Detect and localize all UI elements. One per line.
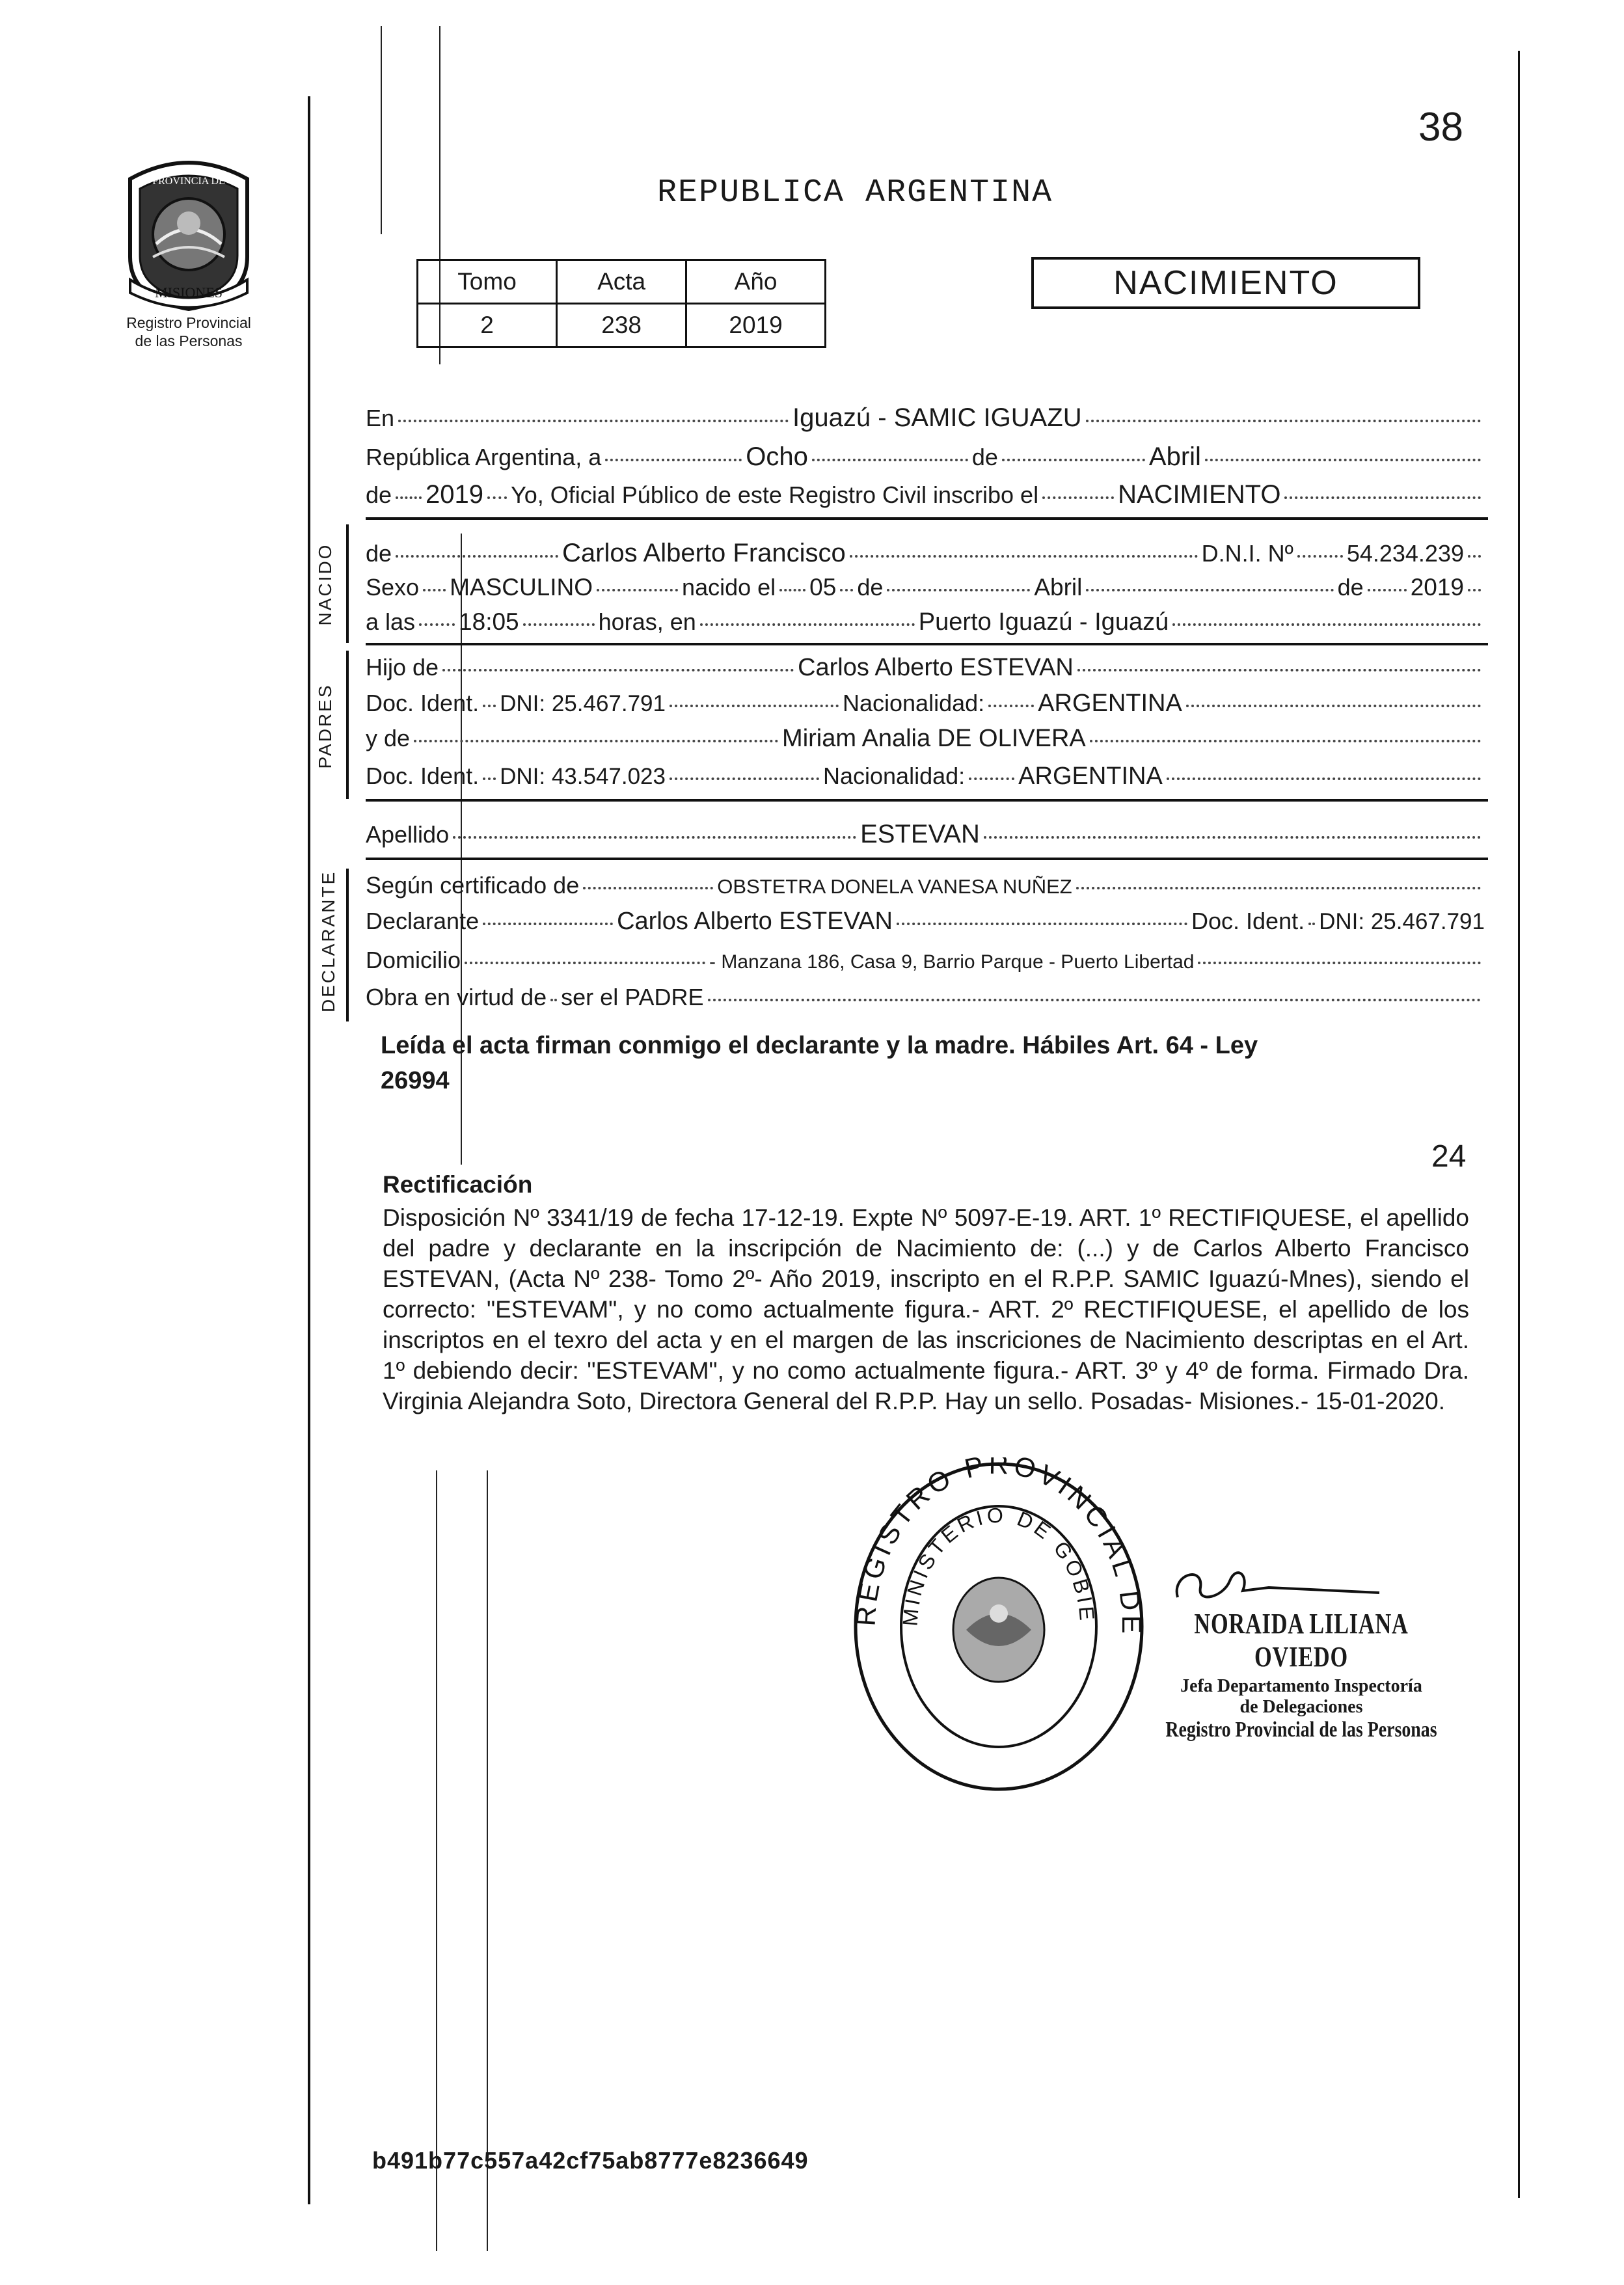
country-title: REPUBLICA ARGENTINA [657, 174, 1053, 211]
nacido-section-label: NACIDO [315, 543, 335, 626]
a-las-label: a las [366, 608, 416, 635]
col-anio-header: Año [686, 260, 826, 304]
apellido-label: Apellido [366, 821, 450, 848]
father-line [366, 654, 1485, 682]
birth-day-value: 05 [809, 574, 837, 601]
scan-artifact-line [381, 26, 382, 234]
certificado-value: OBSTETRA DONELA VANESA NUÑEZ [717, 875, 1072, 898]
republica-label: República Argentina, a [366, 444, 602, 470]
de-label: de [971, 444, 998, 470]
annotation-number: 24 [1431, 1139, 1467, 1174]
official-line [366, 480, 1485, 509]
father-doc-line [366, 690, 1485, 718]
certificate-line [366, 872, 1485, 899]
date-line [366, 442, 1485, 472]
anio-value: 2019 [686, 304, 826, 347]
father-doc-value: DNI: 25.467.791 [500, 691, 666, 716]
document-hash: b491b77c557a42cf75ab8777e8236649 [372, 2147, 809, 2174]
province-seal-logo [117, 153, 260, 312]
left-margin-line [308, 96, 310, 2204]
de-label-3: de [1337, 574, 1364, 601]
father-nationality-value: ARGENTINA [1038, 690, 1182, 717]
acta-value: 238 [557, 304, 686, 347]
declarante-value: Carlos Alberto ESTEVAN [617, 908, 893, 935]
day-value: Ocho [746, 442, 808, 471]
de-label-2: de [366, 481, 392, 508]
signer-title-1: Jefa Departamento Inspectoría [1180, 1676, 1422, 1696]
col-tomo-header: Tomo [418, 260, 557, 304]
section-bar [346, 651, 349, 799]
birth-time-line [366, 608, 1485, 636]
domicilio-value: - Manzana 186, Casa 9, Barrio Parque - Puerto Libertad [709, 951, 1195, 973]
mother-doc-value: DNI: 43.547.023 [500, 764, 666, 789]
inscribe-value: NACIMIENTO [1118, 480, 1281, 509]
declarante-doc-value: DNI: 25.467.791 [1319, 909, 1485, 934]
separator [366, 858, 1488, 860]
birth-hour-value: 18:05 [459, 608, 519, 635]
record-type-box: NACIMIENTO [1031, 257, 1420, 309]
doc-ident-label: Doc. Ident. [366, 690, 480, 716]
sex-date-line [366, 574, 1485, 601]
svg-text:PROVINCIA DE: PROVINCIA DE [152, 176, 225, 187]
scan-artifact-line [436, 1470, 437, 2251]
surname-value: ESTEVAN [860, 820, 980, 848]
y-de-label: y de [366, 725, 411, 751]
official-stamp [846, 1457, 1152, 1796]
signature-stamp [1119, 1607, 1483, 1742]
child-dni-value: 54.234.239 [1346, 540, 1464, 567]
hijo-de-label: Hijo de [366, 654, 439, 681]
section-bar [346, 524, 349, 643]
handwritten-signature [1165, 1562, 1464, 1614]
right-margin-line [1518, 51, 1520, 2198]
registry-name-line1: Registro Provincial [126, 314, 251, 331]
closing-text [381, 1028, 1487, 1098]
stamp-outer-text: REGISTRO PROVINCIAL DE [850, 1457, 1148, 1638]
place-line [366, 403, 1485, 433]
registry-name-line2: de las Personas [135, 332, 243, 349]
mother-line [366, 725, 1485, 753]
en-label: En [366, 405, 395, 431]
nacionalidad-label: Nacionalidad: [843, 690, 985, 716]
reason-line [366, 984, 1485, 1011]
record-table [416, 259, 826, 348]
dni-label: D.N.I. Nº [1201, 540, 1293, 567]
col-acta-header: Acta [557, 260, 686, 304]
separator [366, 643, 1488, 645]
child-name-value: Carlos Alberto Francisco [562, 539, 846, 567]
month-value: Abril [1148, 442, 1201, 471]
page-number: 38 [1418, 105, 1463, 150]
nacionalidad-label-2: Nacionalidad: [823, 763, 966, 789]
child-name-line [366, 539, 1485, 568]
closing-line-1: Leída el acta firman conmigo el declarante y la madre. Hábiles Art. 64 - Ley [381, 1032, 1258, 1059]
father-name-value: Carlos Alberto ESTEVAN [798, 654, 1074, 681]
declarant-line [366, 908, 1485, 936]
sexo-label: Sexo [366, 574, 420, 601]
doc-ident-label-2: Doc. Ident. [366, 763, 480, 789]
mother-name-value: Miriam Analia DE OLIVERA [782, 725, 1086, 752]
mother-nationality-value: ARGENTINA [1018, 763, 1163, 790]
padres-section-label: PADRES [315, 683, 335, 769]
sexo-value: MASCULINO [450, 574, 593, 601]
declarante-label: Declarante [366, 908, 480, 934]
horas-en-label: horas, en [598, 608, 696, 635]
rectification-body: Disposición Nº 3341/19 de fecha 17-12-19. Expte Nº 5097-E-19. ART. 1º RECTIFIQUESE, el apellido del padre y declarante en la inscripción de Nacimiento de: (...) y de Carlos Alberto Francisco ESTEVAN, (Acta Nº 238- Tomo 2º- Año 2019, inscripto en el R.P.P. SAMIC Iguazú-Mnes), siendo el correcto: "ESTEVAM", y no como actualmente figura.- ART. 2º RECTIFIQUESE, el apellido de los inscriptos en el texro del acta y en el margen de las inscriciones de Nacimiento descriptas en el Art. 1º debiendo decir: "ESTEVAM", y no como actualmente figura.- ART. 3º y 4º de forma. Firmado Dra. Virginia Alejandra Soto, Directora General del R.P.P. Hay un sello. Posadas- Misiones.- 15-01-2020. [383, 1204, 1469, 1414]
stamp-inner-text: MINISTERIO DE GOBIE [898, 1503, 1100, 1627]
nacido-el-label: nacido el [682, 574, 776, 601]
address-line [366, 947, 1485, 974]
tomo-value: 2 [418, 304, 557, 347]
birth-month-value: Abril [1034, 574, 1083, 601]
declarante-doc-label: Doc. Ident. [1191, 908, 1305, 934]
declarante-section-label: DECLARANTE [318, 870, 338, 1012]
official-text: Yo, Oficial Público de este Registro Civil inscribo el [511, 481, 1039, 508]
rectification-title: Rectificación [383, 1171, 533, 1198]
separator [366, 799, 1488, 802]
obra-value: ser el PADRE [561, 984, 704, 1010]
domicilio-label: Domicilio [366, 947, 461, 973]
de-label-2: de [857, 574, 884, 601]
section-bar [346, 869, 349, 1021]
signer-name: NORAIDA LILIANA OVIEDO [1194, 1608, 1409, 1673]
scan-artifact-line [487, 1470, 488, 2251]
closing-line-2: 26994 [381, 1067, 450, 1094]
registry-name [98, 314, 280, 350]
surname-line [366, 820, 1485, 849]
place-value: Iguazú - SAMIC IGUAZU [792, 403, 1082, 432]
certificado-label: Según certificado de [366, 872, 580, 899]
signer-title-2: de Delegaciones [1239, 1697, 1363, 1717]
birth-year-value: 2019 [1410, 574, 1464, 601]
signer-title-3: Registro Provincial de las Personas [1165, 1718, 1437, 1742]
mother-doc-line [366, 763, 1485, 791]
birth-place-value: Puerto Iguazú - Iguazú [918, 608, 1169, 636]
svg-text:MISIONES: MISIONES [155, 284, 223, 301]
year-value: 2019 [426, 480, 484, 509]
obra-label: Obra en virtud de [366, 984, 547, 1010]
separator [366, 517, 1488, 520]
de-label: de [366, 540, 392, 567]
